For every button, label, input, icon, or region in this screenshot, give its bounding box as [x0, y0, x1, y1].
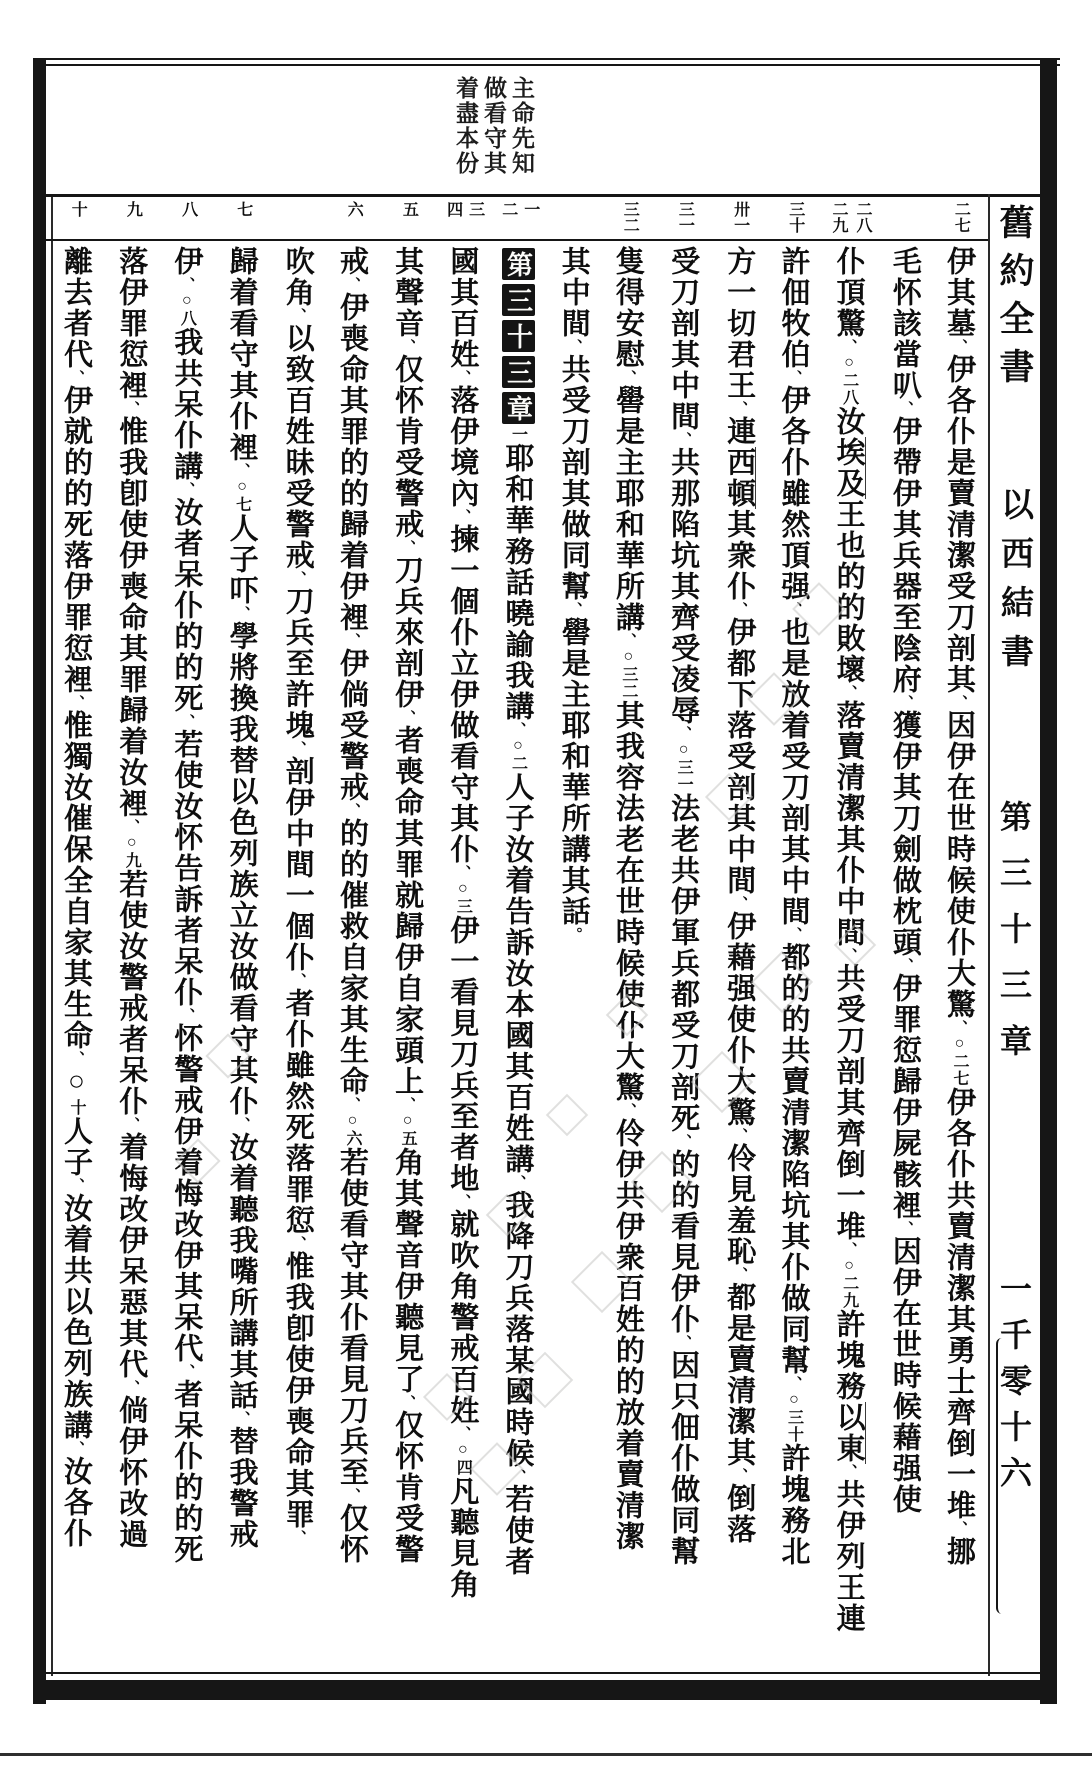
- verse-strip-rule: [46, 239, 990, 241]
- book-title: 以西結書: [996, 487, 1032, 683]
- text-run: 、: [399, 540, 416, 555]
- text-run: 角其聲音伊聽見了: [391, 1147, 424, 1395]
- text-run: 西頓: [723, 447, 756, 509]
- text-run: 、: [675, 1335, 692, 1350]
- text-run: 刀兵來剖伊: [391, 555, 424, 710]
- verse-marker: ○五: [399, 1112, 417, 1147]
- text-run: 、: [840, 1242, 857, 1257]
- text-run: 法老共伊軍兵都受刀剖死: [667, 793, 700, 1134]
- verse-label: 二八: [854, 201, 871, 233]
- text-run: 者喪命其罪就歸伊自家頭上: [391, 725, 424, 1097]
- text-run: 、: [233, 463, 250, 478]
- text-run: 仅怀: [335, 1503, 368, 1565]
- text-run: 、: [289, 571, 306, 586]
- text-run: 我降刀兵落某國時候: [501, 1190, 534, 1469]
- text-run: 者呆仆的的死: [170, 1379, 203, 1565]
- page-number: 一千零十六: [996, 1272, 1032, 1502]
- verse-label: 三一: [676, 201, 694, 233]
- verse-marker: ○二八: [840, 354, 858, 406]
- body-column-2: [877, 246, 932, 1670]
- chapter-heading-char: 三: [502, 284, 535, 316]
- text-run: 、: [731, 1128, 748, 1143]
- header-annotation-column: 做看守其: [481, 76, 506, 176]
- body-column-16: [104, 246, 159, 1670]
- text-run: 凡聽見角: [446, 1476, 479, 1600]
- verse-marker: ○七: [233, 478, 251, 513]
- text-run: 刀兵至許塊: [281, 586, 314, 741]
- text-run: 伶見羞恥: [723, 1143, 756, 1267]
- text-run: 、: [123, 1117, 140, 1132]
- text-run: 、: [399, 1097, 416, 1112]
- text-run: 、: [123, 1380, 140, 1395]
- text-run: 以東: [832, 1402, 865, 1464]
- text-run: 、: [785, 602, 802, 617]
- verse-label: 五: [400, 201, 418, 217]
- verse-label: 三十: [786, 201, 804, 233]
- text-run: 、: [178, 482, 195, 497]
- text-run: 都的的共賣清潔陷坑其仆做同幫: [777, 942, 810, 1376]
- text-run: 落賣清潔其仆中間: [832, 700, 865, 948]
- text-run: 、: [454, 1194, 471, 1209]
- body-column-1: [932, 246, 987, 1670]
- text-run: 伊就的的死落伊罪愆裡: [60, 385, 92, 695]
- right-border-bar: [1040, 58, 1057, 1704]
- text-run: 、: [509, 1175, 526, 1190]
- verse-label: 三二: [621, 201, 639, 233]
- text-run: 人子: [60, 1116, 92, 1178]
- text-run: 、: [731, 1468, 748, 1483]
- verse-label: 一: [521, 201, 539, 217]
- verse-label: 六: [345, 201, 363, 217]
- text-run: 的的看見伊仆: [667, 1149, 700, 1335]
- verse-marker: 十: [68, 1099, 85, 1116]
- top-border-inner: [33, 64, 1060, 66]
- text-run: 、: [731, 602, 748, 617]
- text-run: 其聲音: [391, 246, 424, 339]
- text-run: 仅怀肯受警戒: [391, 354, 424, 540]
- verse-marker: ○四: [454, 1441, 472, 1476]
- body-column-12: [325, 246, 380, 1670]
- text-run: 若使汝怀告訴者呆仆: [170, 729, 203, 1008]
- text-run: 挪: [943, 1536, 975, 1567]
- verse-marker: 一: [509, 426, 527, 443]
- text-run: 、: [565, 339, 582, 354]
- text-run: 、: [675, 1134, 692, 1149]
- text-run: 也是放着受刀剖其中間: [777, 617, 810, 927]
- text-run: 吹角: [281, 246, 314, 308]
- text-run: 、: [289, 741, 306, 756]
- text-run: 、: [399, 1395, 416, 1410]
- text-run: 者仆雖然死落罪愆: [281, 988, 314, 1236]
- text-run: 、: [896, 401, 913, 416]
- text-run: 、: [68, 695, 84, 710]
- text-run: 、: [951, 339, 967, 354]
- text-run: 、: [399, 339, 416, 354]
- text-run: 、: [675, 432, 692, 447]
- text-run: 、: [619, 633, 636, 648]
- body-column-5: [711, 246, 766, 1670]
- text-run: 、: [896, 695, 913, 710]
- text-run: 若使者: [501, 1484, 534, 1577]
- text-run: 離去者代: [60, 246, 92, 370]
- text-run: 伊各仆共賣清潔其勇士齊倒一堆: [943, 1087, 975, 1521]
- text-run: 倘伊怀改過: [115, 1395, 148, 1550]
- bottom-rule-thin: [33, 1672, 1057, 1674]
- left-border-bar: [33, 58, 46, 1704]
- text-run: 汝着聽我嘴所講其話: [225, 1132, 258, 1411]
- body-column-6: [656, 246, 711, 1670]
- verse-marker: ○二: [509, 737, 527, 772]
- text-run: 以致百姓昧受警戒: [281, 323, 314, 571]
- text-run: 人子汝着告訴汝本國其百姓講: [501, 772, 534, 1175]
- verse-label: 九: [124, 201, 142, 217]
- chapter-heading-char: 第: [502, 248, 535, 280]
- text-run: 伊其墓: [943, 246, 975, 339]
- text-run: 仅怀肯受警: [391, 1410, 424, 1565]
- text-run: 、: [840, 948, 857, 963]
- text-run: 、: [731, 1267, 748, 1282]
- body-column-8: [546, 246, 601, 1670]
- verse-marker: ○六: [343, 1112, 361, 1147]
- text-run: 嚳是主耶和華所講其話: [557, 617, 590, 927]
- body-column-14: [214, 246, 269, 1670]
- text-run: 倒落: [723, 1483, 756, 1545]
- text-run: 伊: [170, 246, 203, 277]
- text-run: 、: [951, 695, 967, 710]
- verse-label: 八: [179, 201, 197, 217]
- chapter-heading-char: 十: [502, 320, 535, 352]
- text-run: 、: [123, 401, 140, 416]
- body-column-15: [159, 246, 214, 1670]
- page-number-bracket: [996, 1338, 1005, 1614]
- text-run: 。: [565, 927, 582, 942]
- text-run: 、: [233, 606, 250, 621]
- text-run: 許塊務: [832, 1309, 865, 1402]
- text-run: 、: [454, 865, 471, 880]
- text-run: 、: [785, 927, 802, 942]
- text-run: 受刀剖其中間: [667, 246, 700, 432]
- text-run: 、: [289, 1530, 306, 1545]
- frame-top-rule: [33, 194, 1057, 197]
- text-run: 若使看守其仆看見刀兵至: [335, 1147, 368, 1488]
- verse-marker: ○八: [178, 292, 196, 327]
- text-run: 、: [951, 1521, 967, 1536]
- text-run: 落伊境內: [446, 385, 479, 509]
- text-run: 人子吓: [225, 513, 258, 606]
- verse-marker: ○二九: [840, 1257, 858, 1309]
- text-run: 、: [896, 958, 913, 973]
- text-run: 伊喪命其罪的的歸着伊裡: [335, 292, 368, 633]
- text-run: 伊罪愆歸伊屍骸裡: [888, 973, 921, 1221]
- chapter-title: 第三十三章: [996, 800, 1032, 1080]
- verse-label: 卅一: [731, 201, 749, 233]
- text-run: 、: [178, 1364, 195, 1379]
- text-run: 汝: [832, 406, 865, 437]
- text-run: 的的催救自家其生命: [335, 818, 368, 1097]
- text-run: 方一切君王: [723, 246, 756, 401]
- text-run: 落伊罪愆裡: [115, 246, 148, 401]
- text-run: 因只佃仆做同幫: [667, 1350, 700, 1567]
- scan-bottom-edge: [0, 1753, 1092, 1756]
- text-run: 連: [723, 416, 756, 447]
- text-run: 、: [178, 277, 195, 292]
- text-run: 揀一個仆立伊做看守其仆: [446, 524, 479, 865]
- text-run: 伊都下落受剖其中間: [723, 617, 756, 896]
- text-run: 、: [289, 973, 306, 988]
- text-run: 伊藉强使仆大驚: [723, 911, 756, 1128]
- text-run: 伊各仆雖然頂强: [777, 385, 810, 602]
- chapter-heading-char: 章: [502, 392, 535, 424]
- verse-marker: ○三十: [785, 1391, 803, 1443]
- text-run: 、: [785, 1376, 802, 1391]
- text-run: 、: [731, 401, 748, 416]
- text-run: 獲伊其刀劍做枕頭: [888, 710, 921, 958]
- verse-marker: ○三一: [675, 741, 693, 793]
- text-run: 、: [68, 1441, 84, 1456]
- text-run: 毛怀該當叭: [888, 246, 921, 401]
- text-run: 汝各仆: [60, 1456, 92, 1549]
- text-run: 共伊列王連: [832, 1479, 865, 1634]
- body-column-7: [601, 246, 656, 1670]
- text-run: 惟獨汝催保全自家其生命: [60, 710, 92, 1051]
- text-run: 、: [454, 509, 471, 524]
- body-column-13: [270, 246, 325, 1670]
- text-run: 、: [289, 1236, 306, 1251]
- text-run: 伊一看見刀兵至者地: [446, 915, 479, 1194]
- text-run: 嚳是主耶和華所講: [611, 385, 644, 633]
- body-column-17: [49, 246, 104, 1670]
- header-annotation-column: 主命先知: [509, 76, 534, 176]
- text-run: 其中間: [557, 246, 590, 339]
- body-column-11: [380, 246, 435, 1670]
- text-run: 許佃牧伯: [777, 246, 810, 370]
- text-run: 、: [68, 1178, 84, 1193]
- verse-label: 二七: [952, 201, 970, 233]
- text-run: 、: [289, 308, 306, 323]
- text-run: 仆頂驚: [832, 246, 865, 339]
- text-run: 都是賣清潔其: [723, 1282, 756, 1468]
- text-run: 我共呆仆講: [170, 327, 203, 482]
- text-run: 共那陷坑其齊受凌辱: [667, 447, 700, 726]
- text-run: 王也的的敗壞: [832, 499, 865, 685]
- text-run: 、: [343, 803, 360, 818]
- bottom-border-bar: [33, 1680, 1057, 1700]
- header-annotation-column: 着盡本份: [453, 76, 478, 176]
- text-run: 、: [896, 1221, 913, 1236]
- text-run: 、: [454, 1426, 471, 1441]
- text-run: 、: [178, 714, 195, 729]
- text-run: 替我警戒: [225, 1426, 258, 1550]
- text-run: 怀警戒伊着悔改伊其呆代: [170, 1023, 203, 1364]
- text-run: 、: [343, 277, 360, 292]
- text-run: 、: [68, 370, 84, 385]
- text-run: 、: [619, 1103, 636, 1118]
- text-run: 、: [233, 1411, 250, 1426]
- text-run: 惟我卽使伊喪命其罪: [281, 1251, 314, 1530]
- verse-marker: ○三: [454, 880, 472, 915]
- text-run: 就吹角警戒百姓: [446, 1209, 479, 1426]
- text-run: 、: [840, 339, 857, 354]
- text-run: 、: [178, 1008, 195, 1023]
- text-run: 埃及: [832, 437, 865, 499]
- text-run: 隻得安慰: [611, 246, 644, 370]
- text-run: 伊倘受警戒: [335, 648, 368, 803]
- text-run: 汝着共以色列族講: [60, 1193, 92, 1441]
- text-run: 學將換我替以色列族立汝做看守其仆: [225, 621, 258, 1117]
- text-run: 共受刀剖其齊倒一堆: [832, 963, 865, 1242]
- chapter-heading-char: 三: [502, 356, 535, 388]
- verse-label: 七: [234, 201, 252, 217]
- text-run: 、: [785, 370, 802, 385]
- text-run: 、: [68, 1051, 84, 1066]
- text-run: 因伊在世時候藉强使: [888, 1236, 921, 1515]
- text-run: 伊帶伊其兵器至陰府: [888, 416, 921, 695]
- text-run: 其衆仆: [723, 509, 756, 602]
- text-run: 汝者呆仆的的死: [170, 497, 203, 714]
- text-run: 、: [840, 685, 857, 700]
- text-run: 其我容法老在世時候使仆大驚: [611, 700, 644, 1103]
- verse-label: 四: [444, 201, 462, 217]
- text-run: 共受刀剖其做同幫: [557, 354, 590, 602]
- text-run: 伊各仆是賣清潔受刀剖其: [943, 354, 975, 695]
- text-run: 、: [675, 726, 692, 741]
- text-run: 、: [343, 1488, 360, 1503]
- text-run: 伶伊共伊衆百姓的的放着賣清潔: [611, 1118, 644, 1552]
- text-run: 戒: [335, 246, 368, 277]
- testament-title: 舊約全書: [995, 204, 1034, 396]
- text-run: 、: [731, 896, 748, 911]
- text-run: 、: [951, 1020, 967, 1035]
- text-run: 、: [840, 1464, 857, 1479]
- text-run: 因伊在世時候使仆大驚: [943, 710, 975, 1020]
- verse-marker: ○九: [123, 834, 141, 869]
- text-run: 惟我卽使伊喪命其罪歸着汝裡: [115, 416, 148, 819]
- verse-label: 二九: [830, 201, 847, 233]
- title-divider-line: [988, 194, 990, 1676]
- verse-label: 三: [466, 201, 484, 217]
- text-run: 、: [509, 722, 526, 737]
- text-run: 耶和華務話曉諭我講: [501, 443, 534, 722]
- text-run: ○: [61, 1066, 92, 1099]
- text-run: 許塊務北: [777, 1443, 810, 1567]
- text-run: 剖伊中間一個仆: [281, 756, 314, 973]
- text-run: 國其百姓: [446, 246, 479, 370]
- text-run: 、: [343, 633, 360, 648]
- verse-label: 二: [499, 201, 517, 217]
- text-run: 、: [233, 1117, 250, 1132]
- verse-marker: ○三二: [619, 648, 637, 700]
- text-run: 、: [509, 1469, 526, 1484]
- verse-marker: ○二七: [951, 1035, 968, 1087]
- top-border-outer: [33, 58, 1060, 60]
- text-run: 若使汝警戒者呆仆: [115, 869, 148, 1117]
- text-run: 、: [123, 819, 140, 834]
- text-run: 、: [343, 1097, 360, 1112]
- text-run: 、: [565, 602, 582, 617]
- text-run: 、: [454, 370, 471, 385]
- text-run: 、: [399, 710, 416, 725]
- text-run: 、: [619, 370, 636, 385]
- text-run: 歸着看守其仆裡: [225, 246, 258, 463]
- text-run: 着悔改伊呆惡其代: [115, 1132, 148, 1380]
- verse-label: 十: [69, 201, 87, 217]
